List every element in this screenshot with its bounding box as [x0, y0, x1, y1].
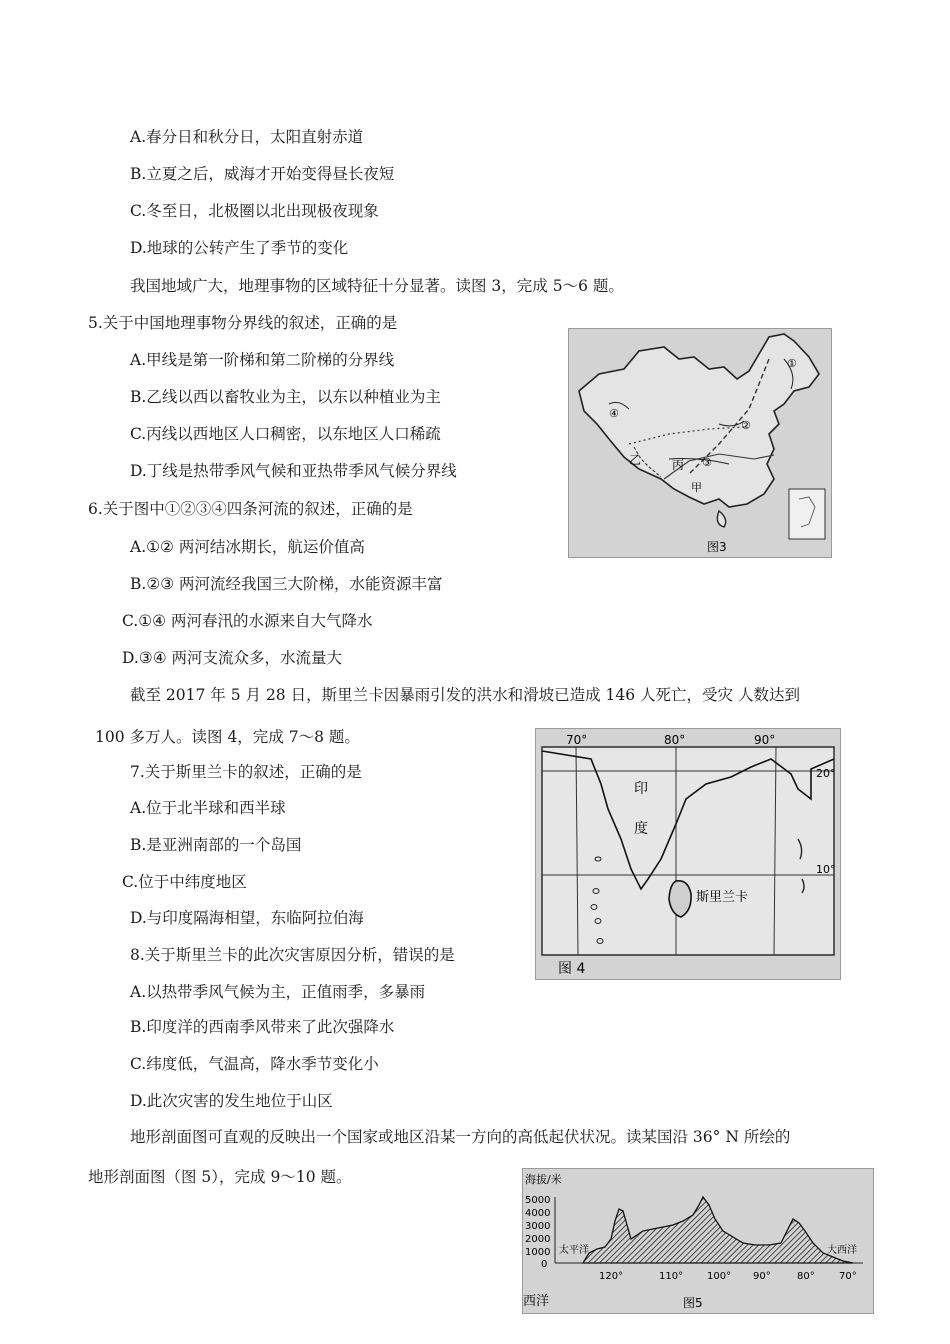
fig3-label-jia: 甲 — [691, 481, 702, 494]
fig5-ytick-5000: 5000 — [525, 1195, 551, 1206]
fig5-label-atlantic: 大西洋 — [827, 1245, 857, 1256]
fig5-ytick-4000: 4000 — [525, 1208, 551, 1219]
fig3-label-yi: 乙 — [629, 453, 642, 467]
fig3-label-river3: ③ — [702, 456, 712, 469]
fig4-lon-label-80: 80° — [664, 733, 686, 747]
fig4-lat-label-10: 10° — [816, 863, 836, 876]
fig4-lon-label-70: 70° — [566, 733, 588, 747]
q8-option-b: B.印度洋的西南季风带来了此次强降水 — [130, 1018, 395, 1036]
fig3-label-river2: ② — [741, 419, 751, 432]
fig4-lat-label-20: 20° — [816, 767, 836, 780]
fig5-terrain-area — [583, 1197, 853, 1263]
q7-option-d: D.与印度隔海相望，东临阿拉伯海 — [130, 909, 364, 927]
fig3-label-river1: ① — [787, 357, 797, 370]
fig5-bottom-left-text: 西洋 — [523, 1294, 550, 1309]
q7-option-a: A.位于北半球和西半球 — [130, 799, 286, 817]
fig4-label-india-1: 印 — [634, 781, 648, 797]
q6-option-b: B.②③ 两河流经我国三大阶梯，水能资源丰富 — [130, 575, 443, 593]
q4-option-c: C.冬至日，北极圈以北出现极夜现象 — [130, 202, 379, 220]
fig4-lon-label-90: 90° — [754, 733, 776, 747]
fig5-ytick-2000: 2000 — [525, 1234, 551, 1245]
figure-3-china-map — [568, 328, 832, 558]
fig5-ytick-0: 0 — [541, 1259, 548, 1270]
fig5-ytick-1000: 1000 — [525, 1247, 551, 1258]
q4-option-b: B.立夏之后，威海才开始变得昼长夜短 — [130, 165, 395, 183]
intro-7-8-line2: 100 多万人。读图 4，完成 7～8 题。 — [95, 728, 360, 746]
fig5-xtick-120: 120° — [599, 1271, 624, 1282]
south-sea-inset — [789, 489, 825, 539]
q5-option-a: A.甲线是第一阶梯和第二阶梯的分界线 — [130, 351, 395, 369]
q8-stem: 8.关于斯里兰卡的此次灾害原因分析，错误的是 — [130, 946, 455, 964]
fig4-label-india-2: 度 — [634, 821, 648, 837]
intro-9-10-line1: 地形剖面图可直观的反映出一个国家或地区沿某一方向的高低起伏状况。读某国沿 36° N 所绘的 — [130, 1128, 791, 1146]
figure-4-srilanka-map — [535, 728, 841, 980]
q4-option-a: A.春分日和秋分日，太阳直射赤道 — [130, 128, 364, 146]
fig5-caption: 图5 — [683, 1296, 703, 1310]
q5-stem: 5.关于中国地理事物分界线的叙述，正确的是 — [88, 314, 398, 332]
fig4-caption: 图 4 — [558, 961, 586, 977]
q4-option-d: D.地球的公转产生了季节的变化 — [130, 239, 349, 257]
q7-option-b: B.是亚洲南部的一个岛国 — [130, 836, 302, 854]
fig4-label-srilanka: 斯里兰卡 — [696, 890, 749, 905]
q7-option-c: C.位于中纬度地区 — [122, 873, 247, 891]
q7-stem: 7.关于斯里兰卡的叙述，正确的是 — [130, 763, 362, 781]
fig5-xtick-70: 70° — [839, 1271, 857, 1282]
fig5-ylabel: 海拔/米 — [525, 1173, 562, 1186]
q8-option-c: C.纬度低，气温高，降水季节变化小 — [130, 1055, 379, 1073]
fig4-frame — [542, 747, 834, 955]
fig5-xtick-80: 80° — [797, 1271, 815, 1282]
intro-5-6: 我国地域广大，地理事物的区域特征十分显著。读图 3，完成 5～6 题。 — [130, 277, 624, 295]
q6-option-c: C.①④ 两河春汛的水源来自大气降水 — [122, 612, 373, 630]
fig5-ytick-3000: 3000 — [525, 1221, 551, 1232]
q5-option-c: C.丙线以西地区人口稠密，以东地区人口稀疏 — [130, 425, 441, 443]
q8-option-d: D.此次灾害的发生地位于山区 — [130, 1092, 333, 1110]
fig5-label-pacific: 太平洋 — [559, 1245, 589, 1256]
fig3-label-bing: 丙 — [672, 458, 685, 472]
q6-option-d: D.③④ 两河支流众多，水流量大 — [122, 649, 343, 667]
fig3-label-river4: ④ — [609, 407, 619, 420]
fig5-xtick-110: 110° — [659, 1271, 684, 1282]
q5-option-b: B.乙线以西以畜牧业为主，以东以种植业为主 — [130, 388, 441, 406]
intro-9-10-line2: 地形剖面图（图 5），完成 9～10 题。 — [88, 1168, 352, 1186]
q8-option-a: A.以热带季风气候为主，正值雨季，多暴雨 — [130, 983, 426, 1001]
hainan-island — [717, 511, 725, 527]
q5-option-d: D.丁线是热带季风气候和亚热带季风气候分界线 — [130, 462, 457, 480]
fig3-caption: 图3 — [707, 540, 727, 554]
fig5-xtick-100: 100° — [707, 1271, 732, 1282]
intro-7-8-line1: 截至 2017 年 5 月 28 日，斯里兰卡因暴雨引发的洪水和滑坡已造成 146 人死亡，受灾 人数达到 — [130, 686, 800, 704]
figure-5-terrain-profile — [522, 1168, 874, 1314]
q6-stem: 6.关于图中①②③④四条河流的叙述，正确的是 — [88, 500, 413, 518]
fig5-xtick-90: 90° — [753, 1271, 771, 1282]
q6-option-a: A.①② 两河结冰期长，航运价值高 — [130, 538, 365, 556]
